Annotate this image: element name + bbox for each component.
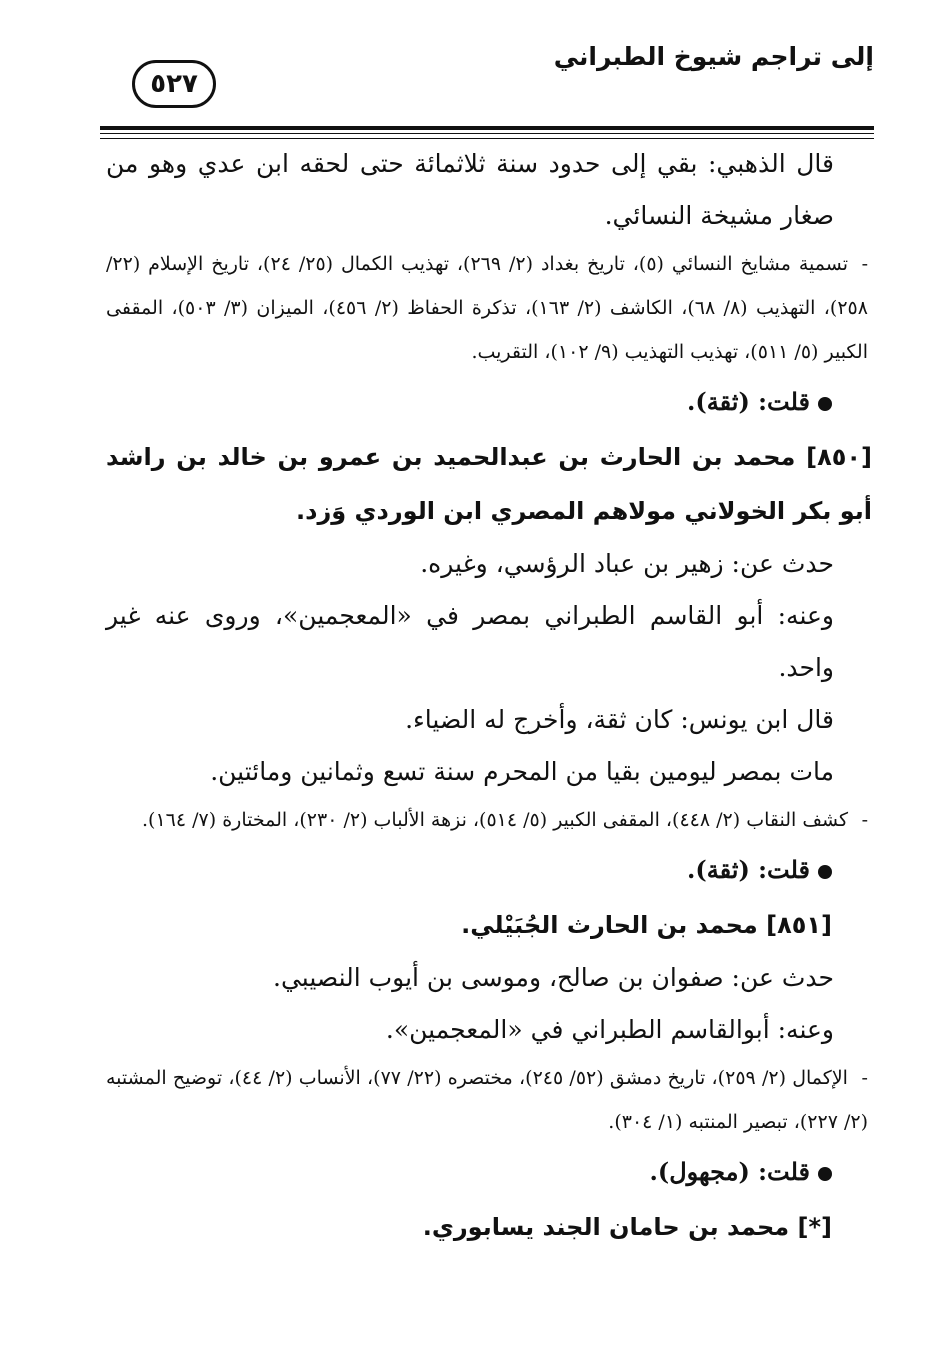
- footnote-text: تسمية مشايخ النسائي (٥)، تاريخ بغداد (٢/ ٢٦٩)، تهذيب الكمال (٢٥/ ٢٤)، تاريخ الإسلام (٢٢/ ٢٥٨)، التهذيب (٨/ ٦٨)، الكاشف (٢/ ١٦٣)، تذكرة الحفاظ (٢/ ٤٥٦)، الميزان (٣/ ٥٠٣)، المقفى الكبير (٥/ ٥١١)، تهذيب التهذيب (٩/ ١٠٢)، التقريب.: [106, 253, 868, 363]
- paragraph: حدث عن: زهير بن عباد الرؤسي، وغيره.: [420, 549, 834, 578]
- footnote-text: الإكمال (٢/ ٢٥٩)، تاريخ دمشق (٥٢/ ٢٤٥)، مختصره (٢٢/ ٧٧)، الأنساب (٢/ ٤٤)، توضيح المشتبه (٢/ ٢٢٧)، تبصير المنتبه (١/ ٣٠٤).: [106, 1067, 868, 1133]
- page-body: [106, 138, 872, 1254]
- footnote-sources: -تسمية مشايخ النسائي (٥)، تاريخ بغداد (٢/ ٢٦٩)، تهذيب الكمال (٢٥/ ٢٤)، تاريخ الإسلام (٢٢/ ٢٥٨)، التهذيب (٨/ ٦٨)، الكاشف (٢/ ١٦٣)، تذكرة الحفاظ (٢/ ٤٥٦)، الميزان (٣/ ٥٠٣)، المقفى الكبير (٥/ ٥١١)، تهذيب التهذيب (٩/ ١٠٢)، التقريب.: [106, 253, 868, 363]
- verdict-text: قلت: (ثقة).: [687, 855, 810, 884]
- header-rule: [100, 133, 874, 134]
- entry-heading: [٨٥٠] محمد بن الحارث بن عبدالحميد بن عمرو بن خالد بن راشد أبو بكر الخولاني مولاهم المصري ابن الوردي وَزد.: [106, 443, 872, 525]
- entry-heading: [٨٥١] محمد بن الحارث الجُبَيْلي.: [461, 911, 832, 939]
- page-header: [100, 40, 874, 110]
- verdict-text: قلت: (ثقة).: [687, 387, 810, 416]
- footnote-text: كشف النقاب (٢/ ٤٤٨)، المقفى الكبير (٥/ ٥١٤)، نزهة الألباب (٢/ ٢٣٠)، المختارة (٧/ ١٦٤).: [142, 809, 848, 831]
- footnote-sources: -كشف النقاب (٢/ ٤٤٨)، المقفى الكبير (٥/ ٥١٤)، نزهة الألباب (٢/ ٢٣٠)، المختارة (٧/ ١٦٤).: [142, 809, 868, 831]
- entry-heading: [*] محمد بن حامان الجند يسابوري.: [422, 1213, 832, 1241]
- paragraph: وعنه: أبو القاسم الطبراني بمصر في «المعجمين»، وروى عنه غير واحد.: [106, 601, 834, 682]
- verdict-text: قلت: (مجهول).: [649, 1157, 810, 1186]
- paragraph: قال ابن يونس: كان ثقة، وأخرج له الضياء.: [405, 705, 834, 734]
- paragraph: مات بمصر ليومين بقيا من المحرم سنة تسع وثمانين ومائتين.: [210, 757, 834, 786]
- bullet-icon: [818, 865, 832, 879]
- header-rule: [100, 126, 874, 130]
- bullet-icon: [818, 1167, 832, 1181]
- verdict: [106, 374, 872, 430]
- running-title: إلى تراجم شيوخ الطبراني: [553, 42, 874, 71]
- footnote-sources: -الإكمال (٢/ ٢٥٩)، تاريخ دمشق (٥٢/ ٢٤٥)، مختصره (٢٢/ ٧٧)، الأنساب (٢/ ٤٤)، توضيح المشتبه (٢/ ٢٢٧)، تبصير المنتبه (١/ ٣٠٤).: [106, 1067, 868, 1133]
- verdict: [106, 1144, 872, 1200]
- paragraph: حدث عن: صفوان بن صالح، وموسى بن أيوب النصيبي.: [273, 963, 834, 992]
- bullet-icon: [818, 397, 832, 411]
- paragraph: قال الذهبي: بقي إلى حدود سنة ثلاثمائة حتى لحقه ابن عدي وهو من صغار مشيخة النسائي.: [106, 149, 834, 230]
- page-number: ٥٢٧: [132, 60, 216, 108]
- verdict: [106, 842, 872, 898]
- paragraph: وعنه: أبوالقاسم الطبراني في «المعجمين».: [385, 1015, 834, 1044]
